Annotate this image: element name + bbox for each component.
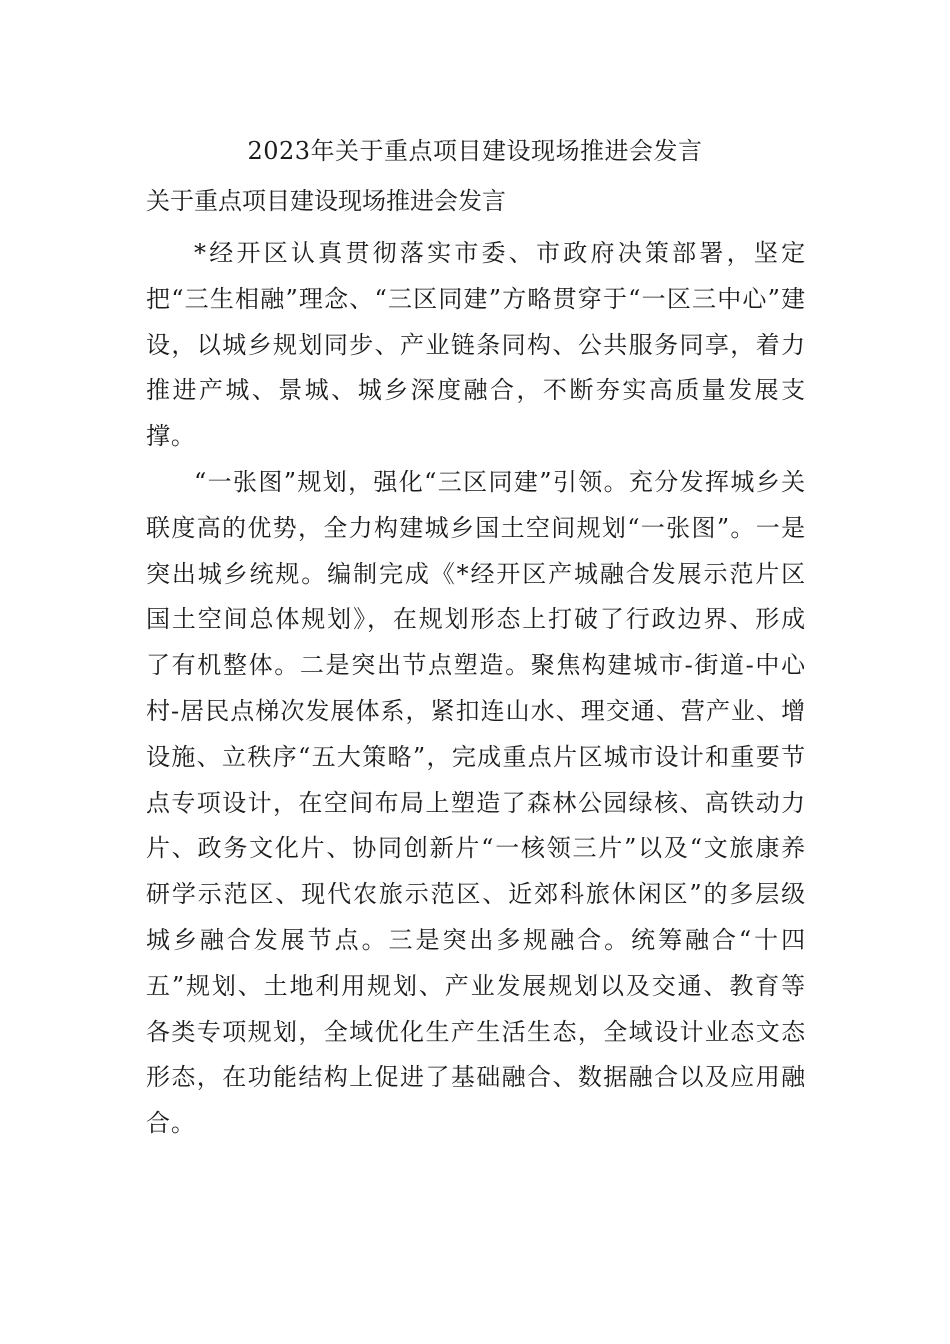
document-subtitle: 关于重点项目建设现场推进会发言: [146, 187, 506, 215]
document-body: [146, 231, 806, 1147]
document-title: 2023年关于重点项目建设现场推进会发言: [247, 137, 703, 165]
paragraph-planning: “一张图”规划，强化“三区同建”引领。充分发挥城乡关联度高的优势，全力构建城乡国土空间规划“一张图”。一是突出城乡统规。编制完成《*经开区产城融合发展示范片区国土空间总体规划》，在规划形态上打破了行政边界、形成了有机整体。二是突出节点塑造。聚焦构建城市-街道-中心村-居民点梯次发展体系，紧扣连山水、理交通、营产业、增设施、立秩序“五大策略”，完成重点片区城市设计和重要节点专项设计，在空间布局上塑造了森林公园绿核、高铁动力片、政务文化片、协同创新片“一核领三片”以及“文旅康养研学示范区、现代农旅示范区、近郊科旅休闲区”的多层级城乡融合发展节点。三是突出多规融合。统筹融合“十四五”规划、土地利用规划、产业发展规划以及交通、教育等各类专项规划，全域优化生产生活生态，全域设计业态文态形态，在功能结构上促进了基础融合、数据融合以及应用融合。: [146, 467, 806, 1138]
paragraph-intro: *经开区认真贯彻落实市委、市政府决策部署，坚定把“三生相融”理念、“三区同建”方略贯穿于“一区三中心”建设，以城乡规划同步、产业链条同构、公共服务同享，着力推进产城、景城、城乡深度融合，不断夯实高质量发展支撑。: [146, 239, 806, 451]
